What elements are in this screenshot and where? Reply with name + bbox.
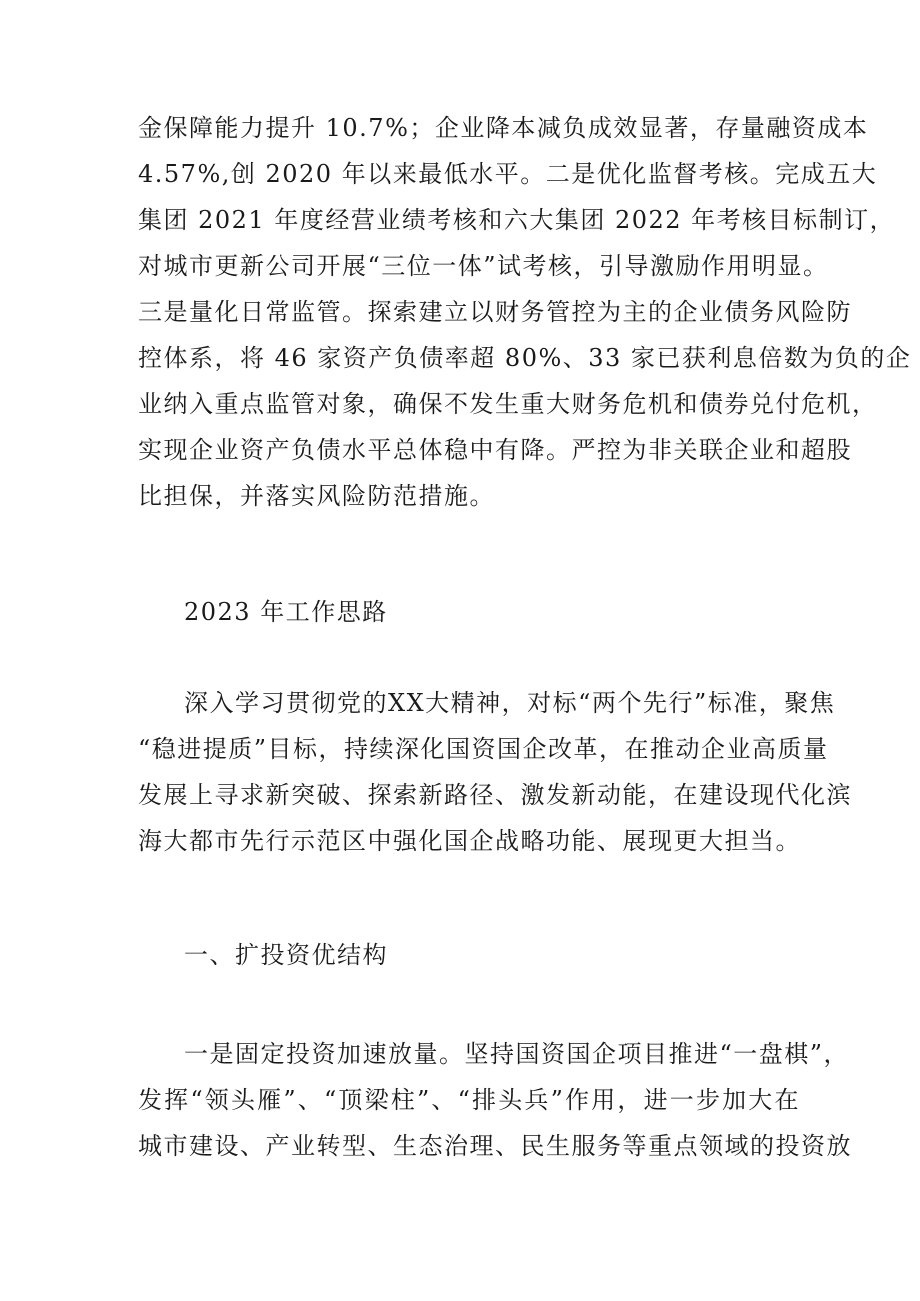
section-heading-investment	[138, 932, 800, 978]
paragraph-line: 三是量化日常监管。探索建立以财务管控为主的企业债务风险防	[138, 298, 852, 326]
paragraph-line: 一是固定投资加速放量。坚持国资国企项目推进“一盘棋”，	[184, 1040, 850, 1068]
paragraph-line: 业纳入重点监管对象，确保不发生重大财务危机和债券兑付危机，	[138, 390, 878, 418]
paragraph-line: 金保障能力提升 10.7%；企业降本减负成效显著，存量融资成本	[138, 114, 869, 142]
paragraph-line: 集团 2021 年度经营业绩考核和六大集团 2022 年考核目标制订，	[138, 206, 896, 234]
paragraph-work-plan	[138, 680, 852, 864]
section-heading-work-plan	[138, 589, 800, 635]
paragraph-line: 发挥“领头雁”、“顶梁柱”、“排头兵”作用，进一步加大在	[138, 1086, 800, 1114]
paragraph-continuation	[138, 105, 912, 519]
paragraph-line: 比担保，并落实风险防范措施。	[138, 482, 495, 510]
paragraph-line: 深入学习贯彻党的XX大精神，对标“两个先行”标准，聚焦	[184, 689, 836, 717]
paragraph-line: 控体系，将 46 家资产负债率超 80%、33 家已获利息倍数为负的企	[138, 344, 912, 372]
paragraph-investment	[138, 1031, 852, 1169]
paragraph-line: 发展上寻求新突破、探索新路径、激发新动能，在建设现代化滨	[138, 781, 852, 809]
paragraph-line: 实现企业资产负债水平总体稳中有降。严控为非关联企业和超股	[138, 436, 852, 464]
paragraph-line: 城市建设、产业转型、生态治理、民生服务等重点领域的投资放	[138, 1132, 852, 1160]
paragraph-line: 4.57%,创 2020 年以来最低水平。二是优化监督考核。完成五大	[138, 160, 878, 188]
paragraph-line: “稳进提质”目标，持续深化国资国企改革，在推动企业高质量	[138, 735, 829, 763]
paragraph-line: 对城市更新公司开展“三位一体”试考核，引导激励作用明显。	[138, 252, 829, 280]
paragraph-line: 海大都市先行示范区中强化国企战略功能、展现更大担当。	[138, 827, 801, 855]
section-heading-text: 2023 年工作思路	[184, 598, 388, 626]
section-heading-text: 一、扩投资优结构	[184, 941, 388, 969]
